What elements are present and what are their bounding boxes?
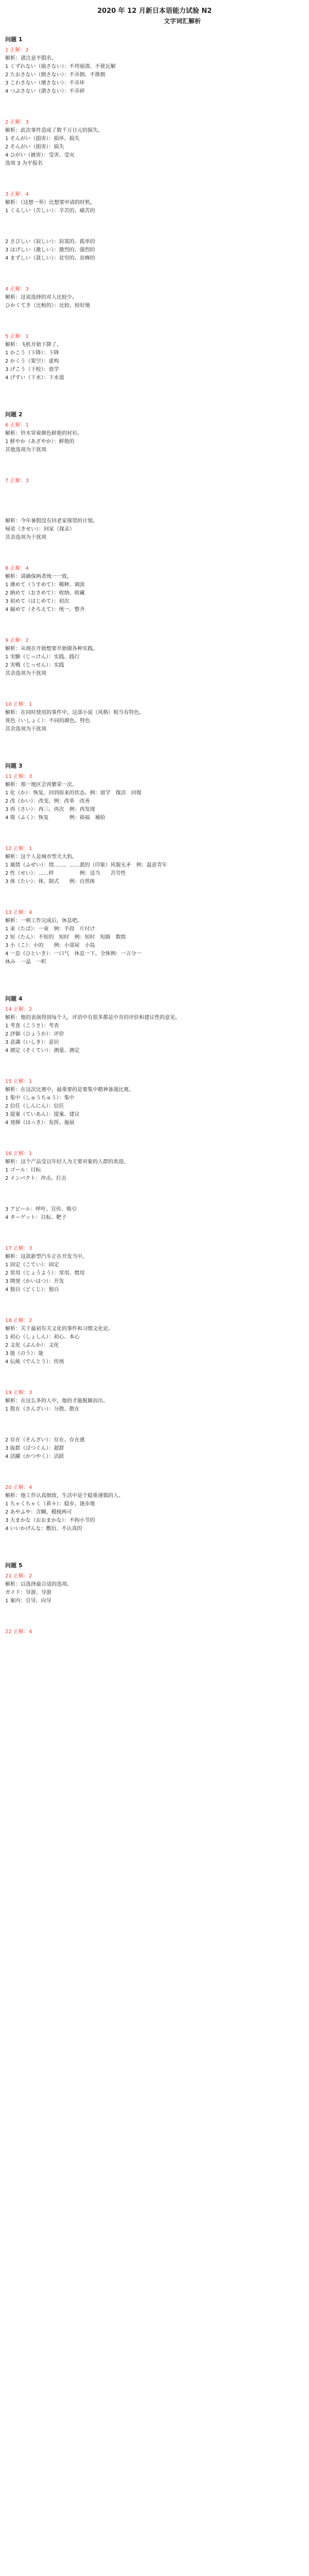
- explanation-line: 解析：这款新型汽车正在开发当中。: [5, 1254, 88, 1260]
- explanation-line: 3 大まかな（おおまかな）：不拘小节的: [5, 1518, 95, 1523]
- explanation-line: 4 げすい（下水）：下水道: [5, 375, 64, 381]
- section-title: 问题 3: [5, 762, 23, 769]
- explanation-line: 解析：那一地区会再繁荣一次。: [5, 782, 77, 788]
- spacer: [5, 1371, 304, 1389]
- explanation-line: 解析：飞机开始下降了。: [5, 342, 62, 348]
- spacer: [5, 1299, 304, 1317]
- explanation-line: 2 存在（そんざい）：存在、存在感: [5, 1437, 85, 1443]
- explanation-line: 2 インパクト：冲击、打击: [5, 1176, 66, 1181]
- section-title: 问题 4: [5, 995, 23, 1002]
- question-answer-label: 11 正解：3: [5, 774, 32, 779]
- spacer: [5, 1227, 304, 1245]
- explanation-line: 解析：铃木穿着颜色鲜艳的衬衫。: [5, 431, 82, 436]
- spacer: [5, 1419, 304, 1436]
- explanation-line: 解析：他的表演得到每个人，评语中有很多都是中肯的评价和建议性的意见。: [5, 1015, 180, 1021]
- explanation-line: 4 揃めて（そろえて）：统一、整齐: [5, 607, 85, 613]
- explanation-line: 4 発揮（はっき）：发挥、施展: [5, 1120, 75, 1126]
- question-block: [5, 191, 304, 215]
- explanation-line: 3 抜群（ばつぐん）：超群: [5, 1446, 64, 1451]
- question-answer-label: 14 正解：2: [5, 1007, 32, 1012]
- explanation-line: 3 こわさない（壊さない）：不弄坏: [5, 80, 85, 86]
- explanation-line: 3 能（のう）：能: [5, 1351, 44, 1357]
- spacer: [5, 268, 304, 285]
- explanation-line: 3 げこう（下校）：放学: [5, 367, 59, 372]
- explanation-line: 解析：诸注意平假名。: [5, 56, 57, 61]
- explanation-line: 異色（いしょく）：不同的颜色、特色: [5, 718, 90, 724]
- spacer: [5, 387, 304, 405]
- spacer: [5, 1641, 304, 1668]
- explanation-line: 2 短（たん）：不短的 短时 例：短时 短路 数组: [5, 935, 126, 940]
- explanation-line: 4 活躍（かつやく）：活跃: [5, 1454, 64, 1460]
- explanation-line: 其余选项为干扰项: [5, 671, 46, 676]
- question-block: [5, 285, 304, 310]
- section-title: 问题 5: [5, 1562, 23, 1569]
- question-answer-label: 7 正解：3: [5, 478, 29, 484]
- explanation-line: 1 ゴール：目标: [5, 1167, 41, 1173]
- question-block: [5, 477, 304, 485]
- explanation-line: 4 測定（そくてい）：测量、测定: [5, 1048, 80, 1054]
- explanation-line: 解析：这个产品受以年轻人为主要对象的人群的欢迎。: [5, 1159, 129, 1165]
- explanation-line: 3 意識（いしき）：意识: [5, 1040, 59, 1045]
- document-subtitle: 文字词汇解析: [163, 18, 201, 25]
- question-answer-label: 12 正解：1: [5, 846, 32, 852]
- explanation-line: 选项 3 为平仮名: [5, 161, 43, 166]
- explanation-line: 2 性（せい）：……样 例：适当 苦労性: [5, 871, 126, 876]
- explanation-line: ガイド：导游、导游: [5, 1590, 52, 1596]
- question-block: [5, 1078, 304, 1127]
- explanation-line: 3 再（さい）：再三、再次 例：再发现: [5, 807, 95, 812]
- explanation-line: 3 アピール：呼吁、宣传、吸引: [5, 1207, 77, 1212]
- question-answer-label: 18 正解：2: [5, 1318, 32, 1324]
- question-block: [5, 1206, 304, 1222]
- explanation-line: 解析：在这么多的人中，他的才能脱颖而出。: [5, 1398, 108, 1404]
- explanation-line: 2 常用（じょうよう）：常用、惯用: [5, 1270, 85, 1276]
- explanation-line: 3 提案（ていあん）：提案、建议: [5, 1112, 80, 1117]
- question-answer-label: 22 正解：4: [5, 1629, 32, 1635]
- question-answer-label: 8 正解：4: [5, 566, 29, 571]
- section-title: 问题 2: [5, 411, 23, 418]
- explanation-line: 1 初心（しょしん）：初心、本心: [5, 1334, 80, 1340]
- question-answer-label: 13 正解：4: [5, 910, 32, 916]
- explanation-line: 2 文化（ぶんか）：文化: [5, 1343, 59, 1348]
- explanation-line: 解析：这说选择的对人比较少。: [5, 295, 77, 300]
- explanation-line: 2 実戦（じっせん）：实践: [5, 663, 64, 668]
- question-block: [5, 1628, 304, 1636]
- question-answer-label: 9 正解：2: [5, 638, 29, 643]
- explanation-line: 1 くるしい（苦しい）：辛苦的、痛苦的: [5, 208, 95, 214]
- explanation-line: 4 ターゲット：目标、靶子: [5, 1215, 67, 1221]
- explanation-line: 1 くずれない（崩さない）：不垮崩溃、不使瓦解: [5, 64, 116, 70]
- explanation-line: 3 初めて（はじめて）：初次: [5, 599, 70, 604]
- spacer: [5, 739, 304, 756]
- explanation-line: 3 小（こ）：小的 例：小部屋 小島: [5, 943, 95, 948]
- question-block: [5, 1484, 304, 1533]
- explanation-line: 3 開発（かいはつ）：开发: [5, 1279, 64, 1284]
- explanation-line: 解析：以选择最合适的选项。: [5, 1582, 72, 1587]
- question-answer-label: 10 正解：1: [5, 702, 32, 707]
- question-block: [5, 565, 304, 614]
- explanation-line: 解析：此次事件造成了数千万日元的损失。: [5, 128, 103, 133]
- explanation-line: 2 信任（しんにん）：信任: [5, 1104, 64, 1109]
- explanation-line: 其余选项为干扰项: [5, 535, 46, 540]
- question-answer-label: 21 正解：2: [5, 1573, 32, 1579]
- question-answer-label: 4 正解：3: [5, 286, 29, 292]
- explanation-line: 休み 一晶 一町: [5, 959, 46, 965]
- spacer: [5, 1611, 304, 1628]
- explanation-line: 2 そんがい（損害）：损失: [5, 144, 64, 150]
- explanation-line: 1 ちゃくちゃく（着々）：稳步、逐步地: [5, 1501, 95, 1507]
- explanation-line: 4 復（ふく）：恢复 例：裕福 補給: [5, 815, 106, 821]
- explanation-line: 1 そんがい（損害）：损坏、损失: [5, 136, 80, 142]
- question-answer-label: 5 正解：1: [5, 334, 29, 340]
- explanation-line: 1 実験（じっけん）：实践、践行: [5, 654, 80, 660]
- explanation-line: 解析：今年暑假没有回老家探望的计划。: [5, 518, 98, 524]
- question-block: [5, 1150, 304, 1183]
- explanation-line: 4 つぶさない（潰さない）：不弄碎: [5, 89, 85, 94]
- question-block: [5, 701, 304, 734]
- spacer: [5, 1466, 304, 1484]
- question-block: [5, 845, 304, 886]
- question-block: [5, 421, 304, 454]
- question-block: [5, 46, 304, 96]
- document-body: [0, 27, 309, 1668]
- spacer: [5, 1060, 304, 1078]
- question-block: [5, 909, 304, 967]
- explanation-line: 解析：这个人是城市型犬大豹。: [5, 854, 77, 860]
- explanation-line: 1 考査（こうさ）：考查: [5, 1023, 59, 1029]
- spacer: [5, 1132, 304, 1150]
- spacer: [5, 683, 304, 701]
- explanation-line: 解析：请确保两者统一一致。: [5, 574, 72, 580]
- explanation-line: 1 鮮やか（あざやか）：鲜艳的: [5, 439, 75, 445]
- question-block: [5, 1006, 304, 1055]
- spacer: [5, 619, 304, 637]
- explanation-line: 1 かこう（下降）：下降: [5, 350, 59, 356]
- question-block: [5, 773, 304, 822]
- spacer: [5, 221, 304, 238]
- explanation-line: 4 伝統（でんとう）：传统: [5, 1359, 64, 1365]
- question-block: [5, 1572, 304, 1605]
- spacer: [5, 1538, 304, 1556]
- explanation-line: 解析：从现在开始想要开始做各种实践。: [5, 646, 98, 652]
- explanation-line: 2 たおさない（倒さない）：不弄倒、不推倒: [5, 72, 106, 78]
- question-block: [5, 333, 304, 382]
- spacer: [5, 891, 304, 909]
- explanation-line: 1 集中（しゅうちゅう）：集中: [5, 1095, 75, 1101]
- explanation-line: 2 評価（ひょうか）：评价: [5, 1031, 64, 1037]
- explanation-line: 1 化（か）：恢复、回到原来的状态。例：留学 復活 回復: [5, 790, 142, 796]
- explanation-line: 3 体（たい）：体、制式 例：自然体: [5, 879, 95, 885]
- explanation-line: 2 納めて（おさめて）：收纳、收藏: [5, 590, 85, 596]
- explanation-line: 2 あやふや：含糊、模棱两可: [5, 1510, 72, 1515]
- spacer: [5, 827, 304, 845]
- question-block: [5, 1389, 304, 1414]
- spacer: [5, 460, 304, 477]
- question-block: [5, 517, 304, 542]
- explanation-line: 1 薄めて（うすめて）：稀释、调淡: [5, 582, 85, 588]
- question-block: [5, 118, 304, 168]
- explanation-line: 解析：他工作认真细致，生活中是个稳重谨慎的人。: [5, 1493, 124, 1499]
- question-answer-label: 3 正解：4: [5, 192, 29, 197]
- question-block: [5, 637, 304, 678]
- explanation-line: 4 いいかげんな：敷衍、不认真的: [5, 1526, 82, 1532]
- spacer: [5, 1188, 304, 1206]
- section-title: 问题 1: [5, 36, 23, 43]
- question-answer-label: 19 正解：3: [5, 1390, 32, 1396]
- question-answer-label: 17 正解：3: [5, 1246, 32, 1251]
- spacer: [5, 490, 304, 517]
- question-answer-label: 6 正解：1: [5, 422, 29, 428]
- explanation-line: 3 はげしい（激しい）：激烈的、强烈的: [5, 247, 95, 253]
- question-block: [5, 1245, 304, 1294]
- explanation-line: 2 かくう（架空）：虚构: [5, 359, 59, 364]
- explanation-line: ひかくてき（比較的）：比较、较好地: [5, 303, 90, 309]
- spacer: [5, 547, 304, 565]
- question-answer-label: 20 正解：4: [5, 1485, 32, 1490]
- explanation-line: 4 ひがい（被害）：受害、受灾: [5, 152, 75, 158]
- explanation-line: 帰省（きせい）：回家（探亲）: [5, 527, 75, 532]
- explanation-line: 4 独自（どくじ）：独自: [5, 1287, 59, 1293]
- explanation-line: 1 束（たば）：一束 例：手段 片付け: [5, 926, 95, 932]
- explanation-line: 解析：（这想一举）比想要申请的时机。: [5, 200, 95, 206]
- explanation-line: 其他选项为干扰项: [5, 447, 46, 453]
- question-block: [5, 238, 304, 263]
- explanation-line: 解析：一顿工作完成后，休息吧。: [5, 918, 82, 924]
- question-answer-label: 2 正解：3: [5, 120, 29, 125]
- explanation-line: 1 散在（さんざい）：分散、散在: [5, 1406, 80, 1412]
- spacer: [5, 101, 304, 118]
- question-answer-label: 16 正解：1: [5, 1151, 32, 1157]
- explanation-line: 4 まずしい（貧しい）：贫穷的、贫瘠的: [5, 256, 95, 261]
- question-block: [5, 1317, 304, 1366]
- explanation-line: 4 一息（ひといき）：一口气 休息一下。全体例：一言分一: [5, 951, 142, 957]
- explanation-line: 2 さびしい（寂しい）：寂寞的、孤单的: [5, 239, 95, 245]
- document-title: 2020 年 12 月新日本语能力试验 N2: [97, 7, 212, 15]
- explanation-line: 其余选项为干扰项: [5, 726, 46, 732]
- explanation-line: 2 改（かい）：改变。例：改革 改善: [5, 799, 90, 804]
- explanation-line: 1 固定（こてい）：固定: [5, 1262, 59, 1268]
- question-block: [5, 1436, 304, 1461]
- spacer: [5, 173, 304, 191]
- explanation-line: 解析：关于最初有关文化的事件和习惯文化论。: [5, 1326, 113, 1332]
- spacer: [5, 315, 304, 333]
- explanation-line: 解析：在同时使用的事件中，这部小说（风格）相当有特色。: [5, 710, 144, 716]
- question-answer-label: 1 正解：2: [5, 47, 29, 53]
- explanation-line: 1 案内：引导、向导: [5, 1598, 52, 1604]
- question-answer-label: 15 正解：1: [5, 1079, 32, 1084]
- explanation-line: 1 風情（ふぜい）：情……、……派的（印象）风貌无矛 例：温意青年: [5, 862, 167, 868]
- spacer: [5, 972, 304, 989]
- explanation-line: 解析：在这次比赛中，最重要的是要集中精神备战比赛。: [5, 1087, 134, 1093]
